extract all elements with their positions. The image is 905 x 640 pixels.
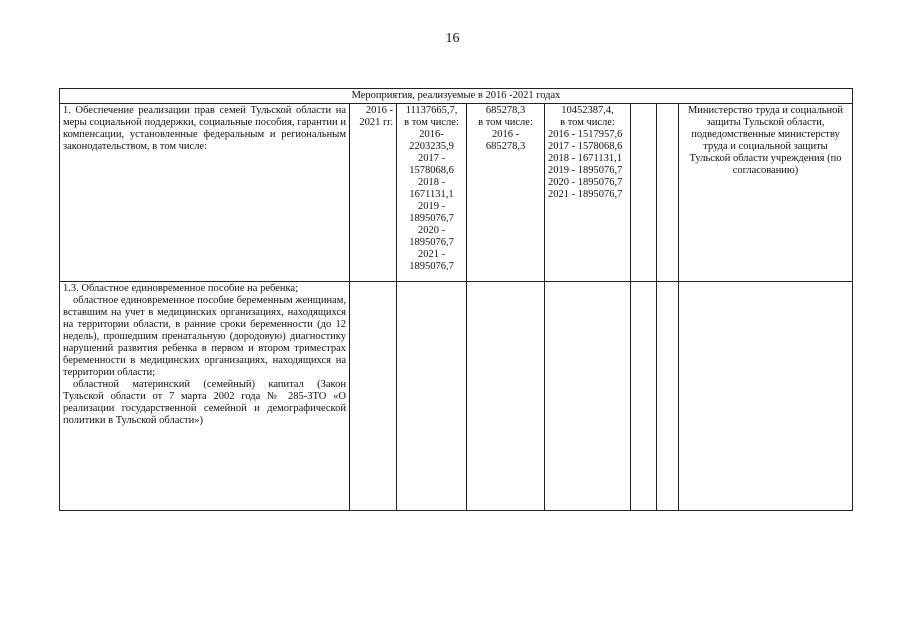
federal-funding-line: в том числе: [478, 117, 533, 128]
program-table [59, 88, 853, 511]
total-funding-line: 2021 - [417, 249, 446, 260]
measure-paragraph: областной материнский (семейный) капитал (Закон Тульской области от 7 марта 2002 года № 285-ЗТО «О реализации государственной семейной и демографической политики в Тульской области») [63, 379, 346, 426]
total-funding-line: 2020 - [417, 225, 446, 236]
period-cell [350, 104, 397, 282]
measure-title: 1.3. Областное единовременное пособие на ребенка; [63, 283, 299, 294]
empty-cell [657, 282, 679, 511]
regional-funding-cell [545, 104, 631, 282]
regional-funding-line: 2019 - 1895076,7 [548, 165, 623, 176]
empty-cell [631, 282, 657, 511]
total-funding-line: 2019 - [417, 201, 446, 212]
total-funding-line: в том числе: [404, 117, 459, 128]
empty-cell [397, 282, 467, 511]
period-line: 2021 гг. [359, 117, 393, 128]
empty-cell [545, 282, 631, 511]
regional-funding-line: 2021 - 1895076,7 [548, 189, 623, 200]
regional-funding-line: 2017 - 1578068,6 [548, 141, 623, 152]
federal-funding-line: 685278,3 [485, 141, 526, 152]
page-number: 16 [445, 31, 460, 46]
executor-text: Министерство труда и социальной защиты Тульской области, подведомственные министерству труда и социальной защиты Тульской области учреждения (по согласованию) [687, 105, 844, 176]
total-funding-line: 1895076,7 [409, 237, 454, 248]
total-funding-line: 2018 - [417, 177, 446, 188]
empty-cell [350, 282, 397, 511]
regional-funding-line: 2016 - 1517957,6 [548, 129, 623, 140]
empty-cell [631, 104, 657, 282]
federal-funding-line: 685278,3 [485, 105, 526, 116]
total-funding-line: 1671131,1 [409, 189, 454, 200]
total-funding-line: 1895076,7 [409, 261, 454, 272]
activity-description: 1. Обеспечение реализации прав семей Тульской области на меры социальной поддержки, социальные пособия, гарантии и компенсации, установленные федеральным и региональным законодательством, в том числе: [63, 105, 346, 152]
empty-cell [679, 282, 853, 511]
regional-funding-line: 2020 - 1895076,7 [548, 177, 623, 188]
measure-paragraph: областное единовременное пособие беременным женщинам, вставшим на учет в медицинских организациях, находящихся на территории области, в ранние сроки беременности (до 12 недель), прошедшим пренатальную (дородовую) диагностику нарушений развития ребенка в первом и втором триместрах беременности в медицинских организациях, находящихся на территории области; [63, 295, 346, 378]
federal-funding-line: 2016 - [491, 129, 520, 140]
table-row [60, 282, 853, 511]
total-funding-line: 11137665,7, [405, 105, 458, 116]
total-funding-line: 2203235,9 [409, 141, 454, 152]
activity-description-cell [60, 104, 350, 282]
period-line: 2016 - [365, 105, 393, 116]
total-funding-line: 2017 - [417, 153, 446, 164]
regional-funding-line: 2018 - 1671131,1 [548, 153, 622, 164]
executor-cell [679, 104, 853, 282]
measure-description-cell [60, 282, 350, 511]
total-funding-line: 2016- [419, 129, 444, 140]
regional-funding-line: 10452387,4, [561, 105, 614, 116]
table-row [60, 104, 853, 282]
empty-cell [657, 104, 679, 282]
regional-funding-line: в том числе: [560, 117, 615, 128]
total-funding-line: 1578068,6 [409, 165, 454, 176]
section-heading-row [60, 89, 853, 104]
total-funding-cell [397, 104, 467, 282]
empty-cell [467, 282, 545, 511]
total-funding-line: 1895076,7 [409, 213, 454, 224]
federal-funding-cell [467, 104, 545, 282]
section-heading: Мероприятия, реализуемые в 2016 -2021 годах [60, 89, 853, 104]
